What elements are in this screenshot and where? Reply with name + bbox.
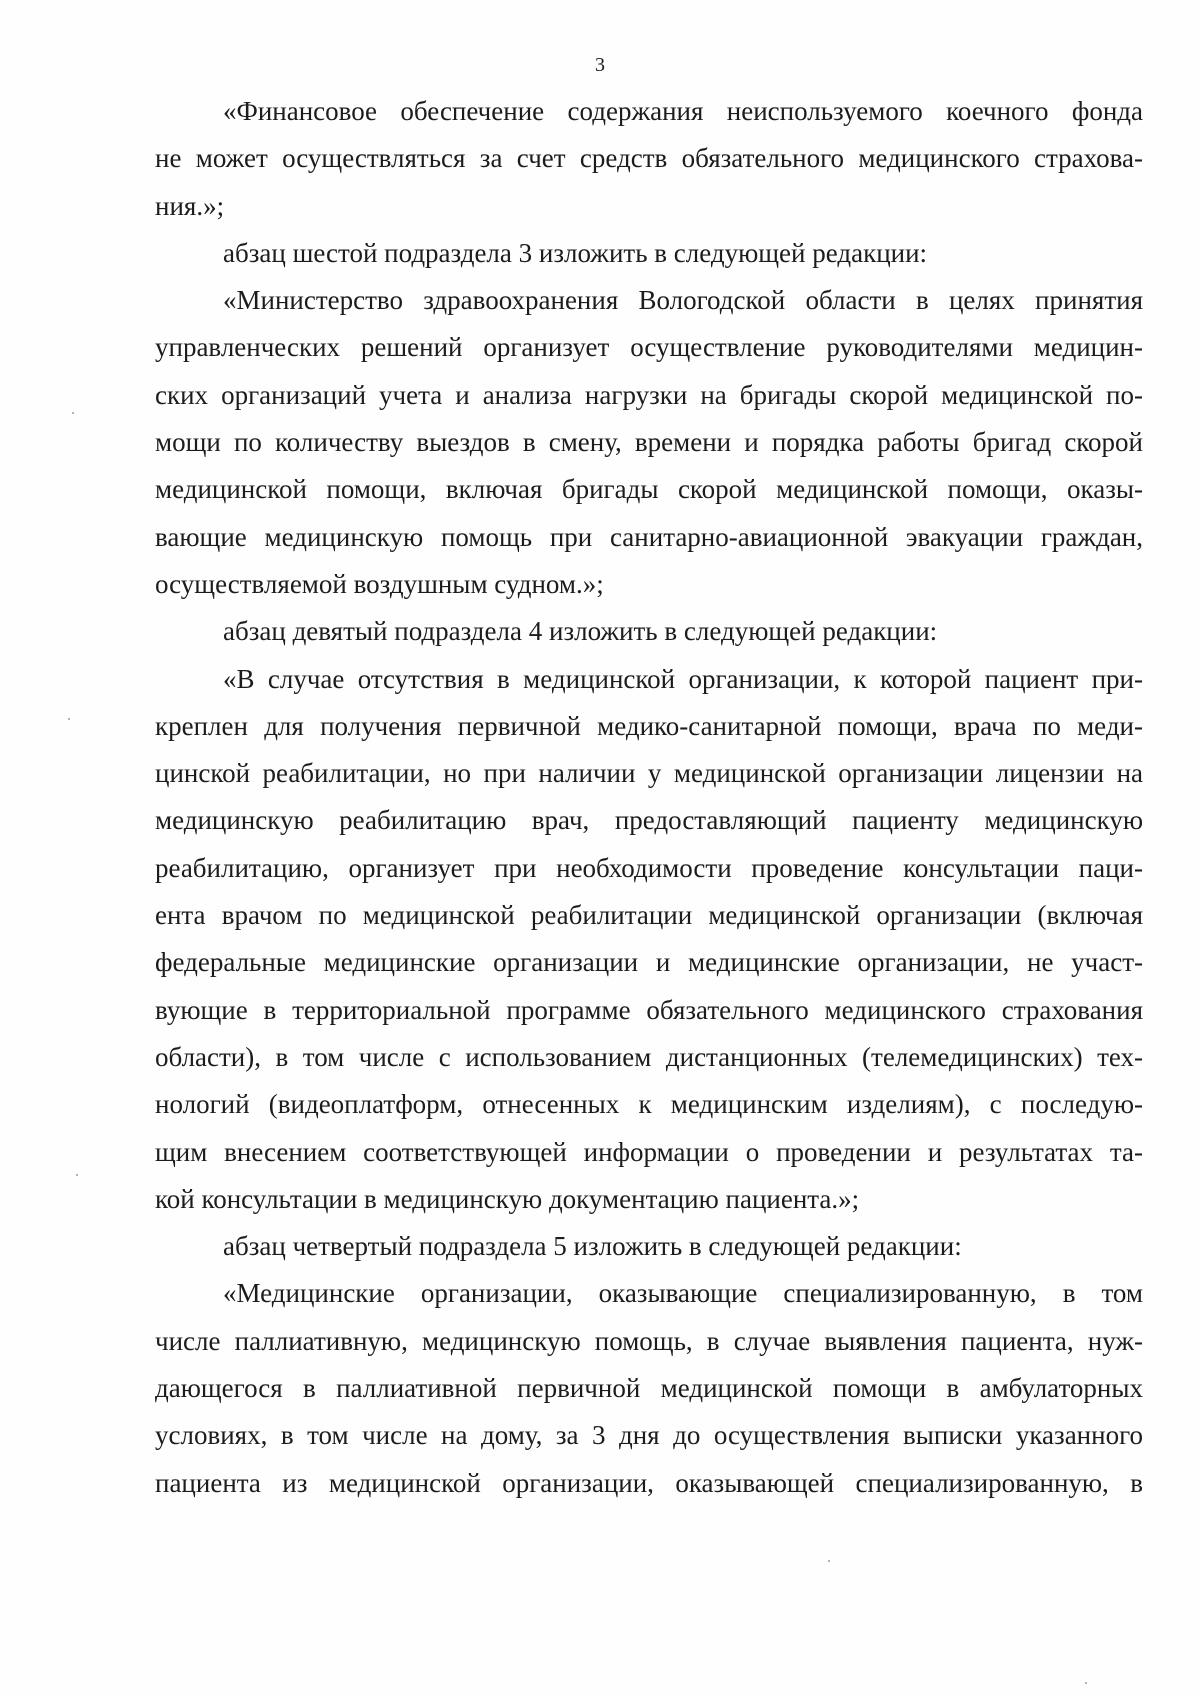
text-line: осуществляемой воздушным судном.»;	[155, 568, 604, 599]
text-line: медицинскую реабилитацию врач, предоставляющий пациенту медицинскую	[155, 805, 1143, 836]
text-line: медицинской помощи, включая бригады скорой медицинской помощи, оказы-	[155, 474, 1143, 505]
text-line: «Министерство здравоохранения Вологодской области в целях принятия	[223, 285, 1143, 316]
text-line: мощи по количеству выездов в смену, времени и порядка работы бригад скорой	[155, 427, 1143, 458]
scan-speck	[76, 1174, 78, 1176]
text-line: пациента из медицинской организации, оказывающей специализированную, в	[155, 1467, 1143, 1498]
scan-speck	[828, 1560, 830, 1562]
text-line: федеральные медицинские организации и медицинские организации, не участ-	[155, 947, 1143, 978]
text-line: кой консультации в медицинскую документацию пациента.»;	[155, 1183, 860, 1214]
text-line: числе паллиативную, медицинскую помощь, в случае выявления пациента, нуж-	[155, 1325, 1143, 1356]
document-body	[155, 88, 1143, 1507]
text-line: щим внесением соответствующей информации о проведении и результатах та-	[155, 1136, 1143, 1167]
text-line: условиях, в том числе на дому, за 3 дня до осуществления выписки указанного	[155, 1420, 1143, 1451]
text-line: «Медицинские организации, оказывающие специализированную, в том	[223, 1278, 1143, 1309]
text-line: дающегося в паллиативной первичной медицинской помощи в амбулаторных	[155, 1373, 1143, 1404]
text-line: не может осуществляться за счет средств обязательного медицинского страхова-	[155, 143, 1143, 174]
text-line: вующие в территориальной программе обязательного медицинского страхования	[155, 994, 1143, 1025]
text-line: ских организаций учета и анализа нагрузки на бригады скорой медицинской по-	[155, 379, 1143, 410]
text-line: вающие медицинскую помощь при санитарно-авиационной эвакуации граждан,	[155, 521, 1143, 552]
text-line: абзац девятый подраздела 4 изложить в следующей редакции:	[223, 616, 938, 647]
text-line: нологий (видеоплатформ, отнесенных к медицинским изделиям), с последую-	[155, 1089, 1143, 1120]
scan-speck	[1085, 1682, 1087, 1684]
text-line: реабилитацию, организует при необходимости проведение консультации паци-	[155, 852, 1143, 883]
text-line: «В случае отсутствия в медицинской организации, к которой пациент при-	[223, 663, 1143, 694]
text-line: управленческих решений организует осуществление руководителями медицин-	[155, 332, 1143, 363]
scan-speck	[68, 718, 70, 720]
text-line: «Финансовое обеспечение содержания неиспользуемого коечного фонда	[223, 96, 1143, 126]
text-line: абзац шестой подраздела 3 изложить в следующей редакции:	[223, 237, 928, 268]
text-line: ния.»;	[155, 190, 225, 221]
text-line: области), в том числе с использованием дистанционных (телемедицинских) тех-	[155, 1041, 1143, 1072]
text-line: ента врачом по медицинской реабилитации медицинской организации (включая	[155, 900, 1143, 931]
text-line: цинской реабилитации, но при наличии у медицинской организации лицензии на	[155, 758, 1143, 789]
text-line: абзац четвертый подраздела 5 изложить в следующей редакции:	[223, 1231, 962, 1262]
text-line: креплен для получения первичной медико-санитарной помощи, врача по меди-	[155, 710, 1143, 741]
scan-speck	[72, 412, 74, 414]
page-number: 3	[595, 54, 605, 76]
